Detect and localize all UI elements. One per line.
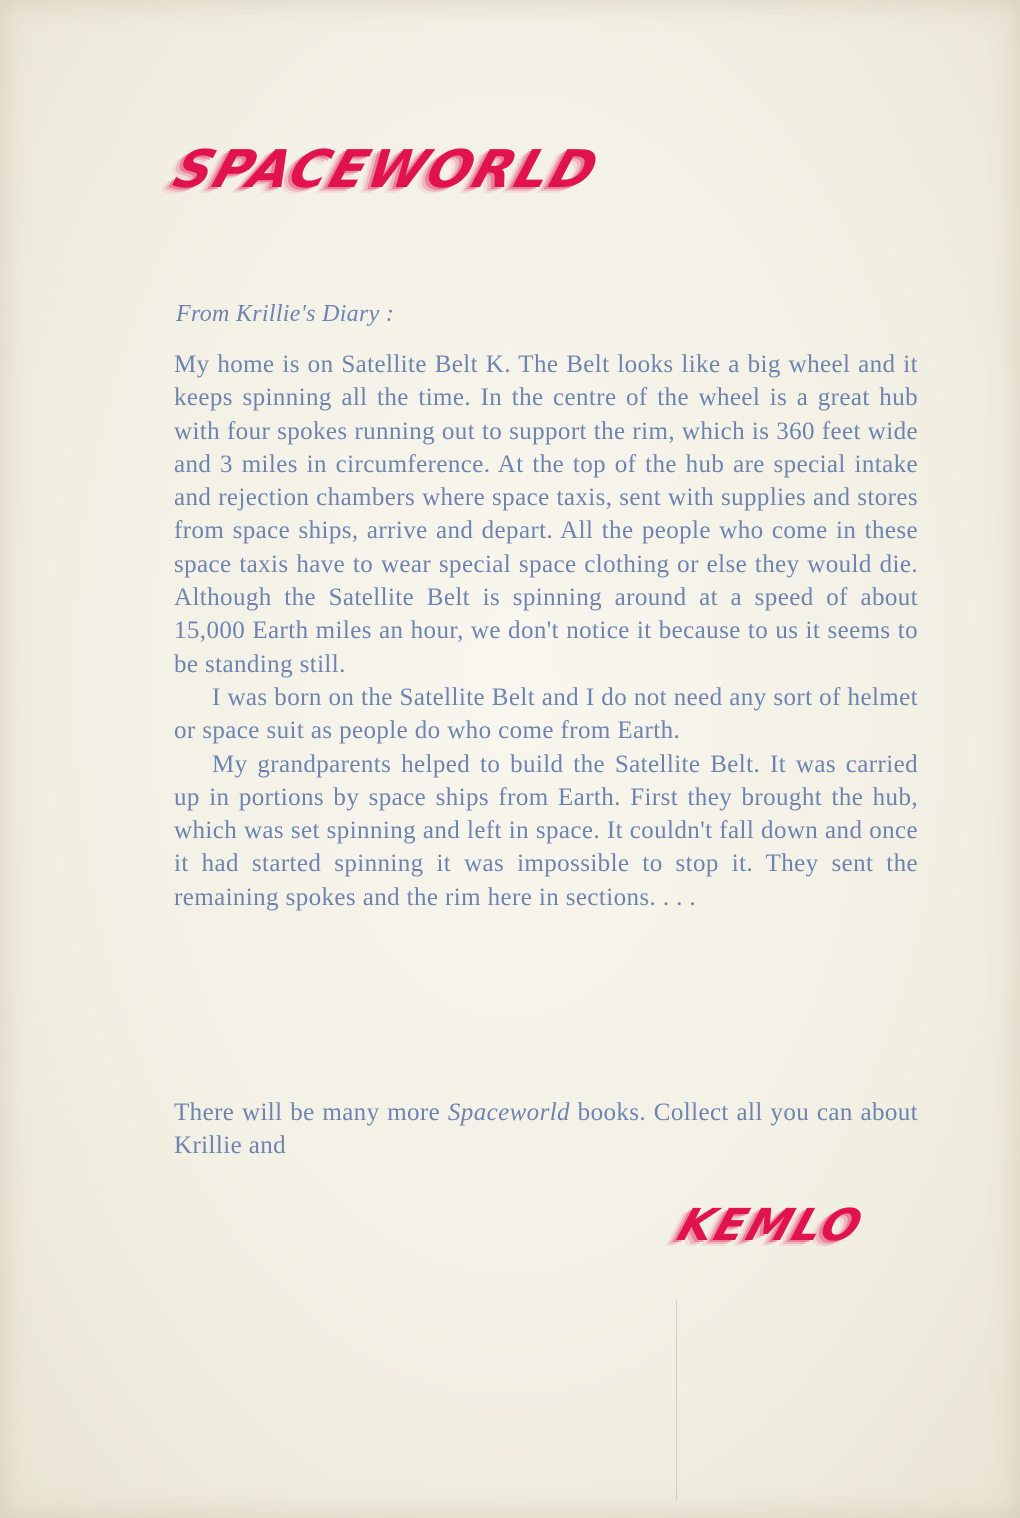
series-note [174, 1096, 918, 1162]
kemlo-logo: KEMLO [671, 1200, 871, 1251]
diary-paragraph: My grandparents helped to build the Satellite Belt. It was carried up in portions by space ships from Earth. First they brought the hub, which was set spinning and left in space. It couldn't fall down and once it had started spinning it was impossible to stop it. They sent the remaining spokes and the rim here in sections. . . . [174, 750, 918, 911]
series-note-end: books. Collect all you can about Krillie and [174, 1099, 918, 1159]
spaceworld-logo: SPACEWORLD [166, 140, 607, 200]
diary-paragraph: My home is on Satellite Belt K. The Belt looks like a big wheel and it keeps spinning all the time. In the centre of the wheel is a great hub with four spokes running out to support the rim, which is 360 feet wide and 3 miles in circumference. At the top of the hub are special intake and rejection chambers where space taxis, sent with supplies and stores from space ships, arrive and depart. All the people who come in these space taxis have to wear special space clothing or else they would die. Although the Satellite Belt is spinning around at a speed of about 15,000 Earth miles an hour, we don't notice it because to us it seems to be standing still. [174, 351, 918, 678]
series-title: Spaceworld [447, 1099, 570, 1126]
paper-crease [676, 1300, 677, 1500]
diary-paragraph: I was born on the Satellite Belt and I do not need any sort of helmet or space suit as people do who come from Earth. [174, 683, 918, 745]
series-note-start: There will be many more [174, 1099, 448, 1126]
diary-heading: From Krillie's Diary : [176, 301, 395, 327]
diary-text [174, 348, 918, 914]
